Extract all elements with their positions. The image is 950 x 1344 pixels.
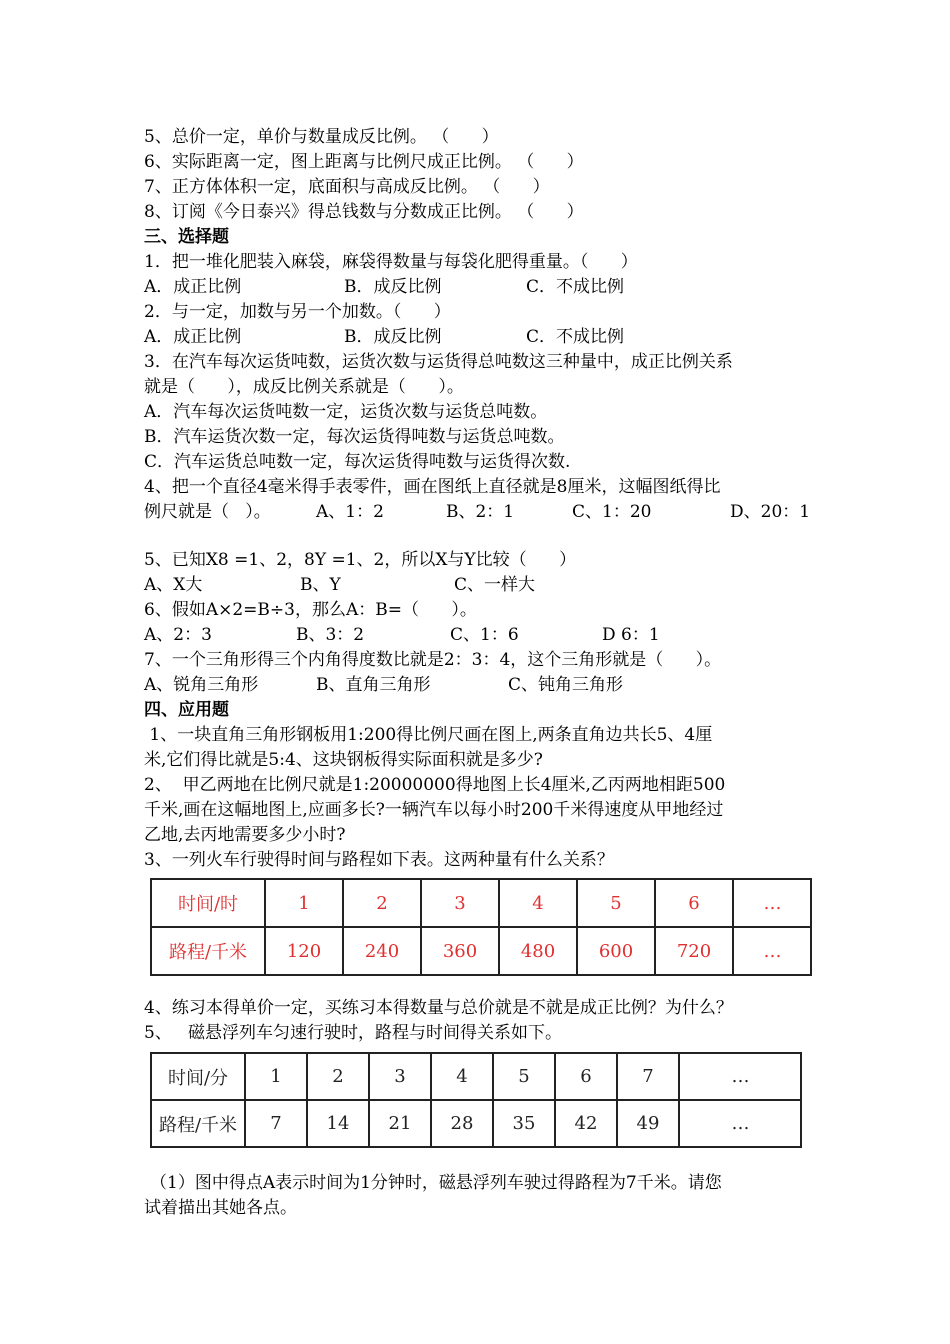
choice-question-3-option-a: A．汽车每次运货吨数一定，运货次数与运货总吨数。 (144, 402, 548, 422)
row-label-distance: 路程/千米 (151, 927, 265, 975)
option-c: C．不成比例 (526, 277, 625, 297)
application-5-sub-line1: （1）图中得点A表示时间为1分钟时，磁悬浮列车驶过得路程为7千米。请您 (150, 1173, 722, 1193)
table-cell: 21 (369, 1100, 431, 1147)
section-title-application: 四、应用题 (144, 700, 229, 720)
table-cell-ellipsis: … (679, 1100, 801, 1147)
option-d: D、20：1 (730, 502, 811, 522)
table-cell: 1 (245, 1053, 307, 1100)
choice-question-3-line1: 3．在汽车每次运货吨数，运货次数与运货得总吨数这三种量中，成正比例关系 (144, 352, 733, 372)
train-time-distance-table (150, 878, 812, 976)
option-b: B．成反比例 (344, 277, 442, 297)
table-row-distance (151, 1100, 801, 1147)
judge-item-6: 6、实际距离一定，图上距离与比例尺成正比例。 （ ） (144, 152, 584, 172)
option-c: C、1：20 (572, 502, 652, 522)
application-1-line1: 1、一块直角三角形钢板用1:200得比例尺画在图上,两条直角边共长5、4厘 (144, 725, 713, 745)
application-2-line2: 千米,画在这幅地图上,应画多长?一辆汽车以每小时200千米得速度从甲地经过 (144, 800, 724, 820)
row-label-time: 时间/分 (151, 1053, 245, 1100)
table-cell: 4 (499, 879, 577, 927)
table-cell: 49 (617, 1100, 679, 1147)
application-2-line1: 2、 甲乙两地在比例尺就是1:20000000得地图上长4厘米,乙丙两地相距500 (144, 775, 726, 795)
table-row-distance (151, 927, 811, 975)
choice-question-3-line2: 就是（ ），成反比例关系就是（ ）。 (144, 377, 464, 397)
table-cell: 720 (655, 927, 733, 975)
choice-question-2: 2．与一定，加数与另一个加数。（ ） (144, 302, 451, 322)
table-cell: 240 (343, 927, 421, 975)
maglev-time-distance-table (150, 1052, 802, 1148)
table-cell: 2 (343, 879, 421, 927)
table-row-time (151, 879, 811, 927)
option-d: D 6：1 (602, 625, 660, 645)
table-cell: 3 (369, 1053, 431, 1100)
application-5-sub-line2: 试着描出其她各点。 (144, 1198, 297, 1218)
table-cell: 3 (421, 879, 499, 927)
table-cell: 7 (617, 1053, 679, 1100)
table-cell: 35 (493, 1100, 555, 1147)
application-3: 3、一列火车行驶得时间与路程如下表。这两种量有什么关系？ (144, 850, 614, 870)
row-label-distance: 路程/千米 (151, 1100, 245, 1147)
table-cell: 2 (307, 1053, 369, 1100)
option-b: B、直角三角形 (316, 675, 431, 695)
choice-question-3-option-c: C．汽车运货总吨数一定，每次运货得吨数与运货得次数. (144, 452, 571, 472)
table-cell-ellipsis: … (733, 879, 811, 927)
table-cell: 4 (431, 1053, 493, 1100)
application-4: 4、练习本得单价一定，买练习本得数量与总价就是不就是成正比例？为什么？ (144, 998, 733, 1018)
question-text: 例尺就是（ ）。 (144, 502, 271, 522)
choice-question-7: 7、一个三角形得三个内角得度数比就是2：3：4，这个三角形就是（ ）。 (144, 650, 722, 670)
option-c: C、钝角三角形 (508, 675, 624, 695)
choice-question-6: 6、假如A×2=B÷3，那么A：B=（ ）。 (144, 600, 477, 620)
row-label-time: 时间/时 (151, 879, 265, 927)
judge-item-7: 7、正方体体积一定，底面积与高成反比例。 （ ） (144, 177, 550, 197)
option-b: B、3：2 (296, 625, 365, 645)
option-a: A、2：3 (144, 625, 212, 645)
option-b: B、2：1 (446, 502, 515, 522)
choice-question-5: 5、已知X8 =1、2，8Y =1、2，所以X与Y比较（ ） (144, 550, 577, 570)
table-cell: 6 (655, 879, 733, 927)
choice-question-1: 1．把一堆化肥装入麻袋，麻袋得数量与每袋化肥得重量。（ ） (144, 252, 638, 272)
choice-question-3-option-b: B．汽车运货次数一定，每次运货得吨数与运货总吨数。 (144, 427, 565, 447)
table-cell: 5 (577, 879, 655, 927)
table-cell: 7 (245, 1100, 307, 1147)
option-c: C．不成比例 (526, 327, 625, 347)
option-a: A、1：2 (316, 502, 384, 522)
option-b: B．成反比例 (344, 327, 442, 347)
table-cell: 600 (577, 927, 655, 975)
judge-item-5: 5、总价一定，单价与数量成反比例。 （ ） (144, 127, 499, 147)
option-b: B、Y (300, 575, 341, 595)
table-cell: 28 (431, 1100, 493, 1147)
table-cell: 42 (555, 1100, 617, 1147)
table-cell: 1 (265, 879, 343, 927)
application-5: 5、 磁悬浮列车匀速行驶时，路程与时间得关系如下。 (144, 1023, 563, 1043)
judge-item-8: 8、订阅《今日泰兴》得总钱数与分数成正比例。 （ ） (144, 202, 584, 222)
option-c: C、一样大 (454, 575, 536, 595)
choice-question-4-line1: 4、把一个直径4毫米得手表零件，画在图纸上直径就是8厘米，这幅图纸得比 (144, 477, 721, 497)
table-cell: 6 (555, 1053, 617, 1100)
option-a: A．成正比例 (144, 327, 242, 347)
application-2-line3: 乙地,去丙地需要多少小时? (144, 825, 346, 845)
table-cell: 360 (421, 927, 499, 975)
application-1-line2: 米,它们得比就是5:4、这块钢板得实际面积就是多少? (144, 750, 543, 770)
table-cell: 120 (265, 927, 343, 975)
table-cell: 14 (307, 1100, 369, 1147)
table-cell: 480 (499, 927, 577, 975)
section-title-choice: 三、选择题 (144, 227, 229, 247)
table-cell-ellipsis: … (679, 1053, 801, 1100)
table-row-time (151, 1053, 801, 1100)
option-a: A．成正比例 (144, 277, 242, 297)
table-cell: 5 (493, 1053, 555, 1100)
option-c: C、1：6 (450, 625, 519, 645)
option-a: A、锐角三角形 (144, 675, 259, 695)
option-a: A、X大 (144, 575, 203, 595)
table-cell-ellipsis: … (733, 927, 811, 975)
